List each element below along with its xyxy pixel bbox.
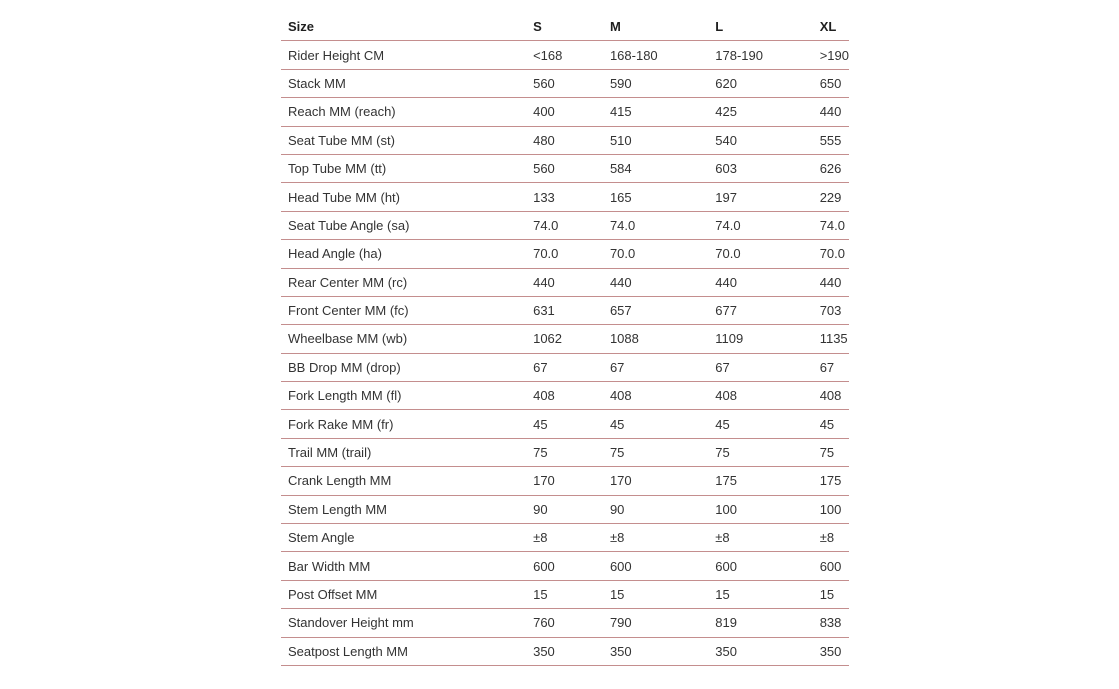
cell-m: 74.0: [603, 211, 708, 239]
cell-xl: 70.0: [813, 240, 849, 268]
cell-s: 600: [526, 552, 603, 580]
cell-label: Stem Length MM: [281, 495, 526, 523]
cell-s: 560: [526, 154, 603, 182]
cell-s: 170: [526, 467, 603, 495]
table-row: [281, 154, 849, 182]
cell-s: 133: [526, 183, 603, 211]
table-row: [281, 637, 849, 665]
cell-m: 590: [603, 69, 708, 97]
cell-l: 540: [708, 126, 812, 154]
cell-label: Head Tube MM (ht): [281, 183, 526, 211]
cell-xl: 45: [813, 410, 849, 438]
cell-label: Fork Rake MM (fr): [281, 410, 526, 438]
table-row: [281, 183, 849, 211]
table-row: [281, 467, 849, 495]
cell-m: 584: [603, 154, 708, 182]
cell-s: 560: [526, 69, 603, 97]
table-row: [281, 41, 849, 69]
cell-xl: 440: [813, 98, 849, 126]
header-l: L: [708, 13, 812, 41]
cell-label: BB Drop MM (drop): [281, 353, 526, 381]
table-row: [281, 240, 849, 268]
header-s: S: [526, 13, 603, 41]
cell-m: 408: [603, 382, 708, 410]
table-row: [281, 524, 849, 552]
cell-l: 74.0: [708, 211, 812, 239]
cell-m: 15: [603, 580, 708, 608]
cell-l: 197: [708, 183, 812, 211]
geometry-table: [281, 13, 849, 666]
cell-l: 677: [708, 296, 812, 324]
cell-s: 760: [526, 609, 603, 637]
cell-l: ±8: [708, 524, 812, 552]
cell-l: 408: [708, 382, 812, 410]
cell-l: 175: [708, 467, 812, 495]
table-row: [281, 98, 849, 126]
table-row: [281, 325, 849, 353]
cell-label: Wheelbase MM (wb): [281, 325, 526, 353]
cell-l: 819: [708, 609, 812, 637]
cell-label: Crank Length MM: [281, 467, 526, 495]
cell-label: Stem Angle: [281, 524, 526, 552]
cell-m: 165: [603, 183, 708, 211]
cell-l: 425: [708, 98, 812, 126]
cell-m: 350: [603, 637, 708, 665]
cell-m: 67: [603, 353, 708, 381]
cell-m: 510: [603, 126, 708, 154]
cell-l: 350: [708, 637, 812, 665]
cell-xl: 555: [813, 126, 849, 154]
cell-xl: 1135: [813, 325, 849, 353]
header-row: [281, 13, 849, 41]
cell-s: 15: [526, 580, 603, 608]
cell-s: ±8: [526, 524, 603, 552]
cell-label: Rear Center MM (rc): [281, 268, 526, 296]
cell-l: 100: [708, 495, 812, 523]
cell-m: 657: [603, 296, 708, 324]
cell-xl: >190: [813, 41, 849, 69]
cell-label: Seat Tube MM (st): [281, 126, 526, 154]
cell-m: 168-180: [603, 41, 708, 69]
cell-m: 790: [603, 609, 708, 637]
cell-l: 620: [708, 69, 812, 97]
cell-label: Seatpost Length MM: [281, 637, 526, 665]
cell-s: 1062: [526, 325, 603, 353]
cell-l: 603: [708, 154, 812, 182]
cell-s: 45: [526, 410, 603, 438]
cell-m: ±8: [603, 524, 708, 552]
cell-xl: 15: [813, 580, 849, 608]
cell-label: Front Center MM (fc): [281, 296, 526, 324]
cell-xl: 838: [813, 609, 849, 637]
table-row: [281, 609, 849, 637]
table-row: [281, 382, 849, 410]
cell-xl: 175: [813, 467, 849, 495]
table-row: [281, 580, 849, 608]
cell-l: 600: [708, 552, 812, 580]
cell-xl: 408: [813, 382, 849, 410]
cell-s: 67: [526, 353, 603, 381]
cell-xl: 229: [813, 183, 849, 211]
cell-label: Reach MM (reach): [281, 98, 526, 126]
cell-l: 178-190: [708, 41, 812, 69]
cell-m: 75: [603, 438, 708, 466]
table-row: [281, 495, 849, 523]
table-row: [281, 69, 849, 97]
cell-s: 400: [526, 98, 603, 126]
cell-xl: 75: [813, 438, 849, 466]
cell-l: 67: [708, 353, 812, 381]
cell-label: Rider Height CM: [281, 41, 526, 69]
table-row: [281, 552, 849, 580]
cell-l: 75: [708, 438, 812, 466]
cell-m: 600: [603, 552, 708, 580]
cell-s: <168: [526, 41, 603, 69]
table-row: [281, 438, 849, 466]
cell-label: Stack MM: [281, 69, 526, 97]
cell-s: 480: [526, 126, 603, 154]
cell-m: 70.0: [603, 240, 708, 268]
table-row: [281, 126, 849, 154]
table-row: [281, 211, 849, 239]
header-xl: XL: [813, 13, 849, 41]
table-row: [281, 296, 849, 324]
cell-l: 45: [708, 410, 812, 438]
cell-m: 440: [603, 268, 708, 296]
cell-xl: 350: [813, 637, 849, 665]
cell-m: 1088: [603, 325, 708, 353]
cell-s: 350: [526, 637, 603, 665]
cell-s: 631: [526, 296, 603, 324]
cell-s: 408: [526, 382, 603, 410]
cell-label: Head Angle (ha): [281, 240, 526, 268]
cell-l: 70.0: [708, 240, 812, 268]
table-row: [281, 410, 849, 438]
cell-s: 74.0: [526, 211, 603, 239]
cell-m: 90: [603, 495, 708, 523]
header-size: Size: [281, 13, 526, 41]
cell-m: 170: [603, 467, 708, 495]
cell-label: Bar Width MM: [281, 552, 526, 580]
cell-label: Post Offset MM: [281, 580, 526, 608]
cell-s: 90: [526, 495, 603, 523]
cell-xl: 74.0: [813, 211, 849, 239]
cell-xl: 440: [813, 268, 849, 296]
cell-label: Trail MM (trail): [281, 438, 526, 466]
cell-xl: 626: [813, 154, 849, 182]
cell-m: 415: [603, 98, 708, 126]
header-m: M: [603, 13, 708, 41]
table-row: [281, 268, 849, 296]
cell-label: Seat Tube Angle (sa): [281, 211, 526, 239]
cell-label: Fork Length MM (fl): [281, 382, 526, 410]
table-body: [281, 41, 849, 666]
cell-xl: 600: [813, 552, 849, 580]
cell-s: 75: [526, 438, 603, 466]
cell-l: 440: [708, 268, 812, 296]
cell-xl: ±8: [813, 524, 849, 552]
cell-xl: 650: [813, 69, 849, 97]
cell-l: 15: [708, 580, 812, 608]
cell-label: Standover Height mm: [281, 609, 526, 637]
cell-l: 1109: [708, 325, 812, 353]
cell-xl: 67: [813, 353, 849, 381]
cell-label: Top Tube MM (tt): [281, 154, 526, 182]
cell-s: 70.0: [526, 240, 603, 268]
cell-s: 440: [526, 268, 603, 296]
cell-xl: 100: [813, 495, 849, 523]
cell-m: 45: [603, 410, 708, 438]
table-row: [281, 353, 849, 381]
cell-xl: 703: [813, 296, 849, 324]
